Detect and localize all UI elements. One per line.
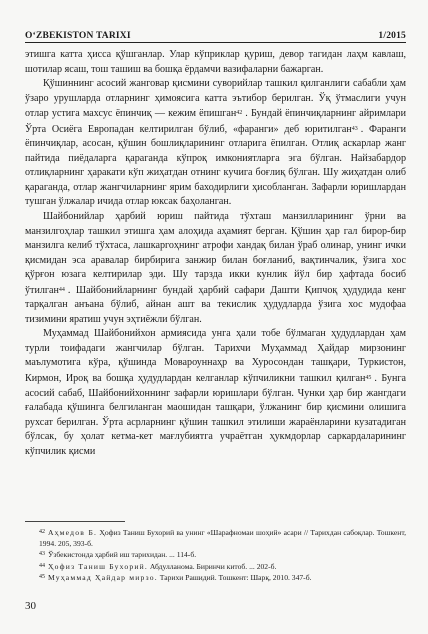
paragraph-1: этишга катта ҳисса қўшганлар. Улар кўприклар қуриш, девор тагидан лаҳм кавлаш, шотилар ясаш, тош ташиш ва бошқа ёрдамчи вазифаларни бажарган. bbox=[25, 49, 406, 75]
paragraph-4: Муҳаммад Шайбонийхон армиясида унга ҳали тобе бўлмаган ҳудудлардан ҳам турли тоифадаги жангчилар бўлган. Тарихчи Муҳаммад Ҳайдар мирзонинг маълумотига кўра, қўшинда Мовароуннаҳр ва Хуросондан ташқари, Туркистон, Кирмон, Ироқ ва бошқа ҳудудлардан келганлар кўпчиликни ташкил қилган$^{45}$ . Бунга асосий сабаб, Шайбонийхоннинг зафарли юришлари бўлган. Чунки ҳар бир жангдаги ғалабада қўшинга белгиланган маошидан ташқари, ўлжанинг бир қисмини олишига рухсат берилган. Ўрта асрларнинг қўшин ташкил этилиши жараёнларини кузатадиган бўлсак, бу ҳолат кетма-кет мағлубиятга учраётган ҳукмдорлар саркардаларининг кўпчилик қисми bbox=[25, 328, 406, 457]
article-body bbox=[25, 48, 406, 459]
footnote-divider bbox=[25, 521, 125, 522]
footnote-ref-42: 42 bbox=[236, 110, 243, 117]
paragraph-3: Шайбонийлар ҳарбий юриш пайтида тўхташ манзилларининг ўрни ва манзилгоҳлар ташкил этишга ҳам алоҳида аҳамият берган. Қўшин ҳар гал бирор-бир манзилга келиб тўхтаса, лашкаргоҳнинг атрофи хандақ билан ўраб олинар, унинг ички қисмидан эса аравалар бирбирига занжир билан боғланиб, вақтинчалик, ўзига хос қўрғон юзага келтирилар эди. Шу тарзда икки кунлик йўл бир ҳафтада босиб ўтилган$^{44}$ . Шайбонийларнинг бундай ҳарбий сафари Дашти Қипчоқ ҳудудида кенг тарқалган анъана бўлиб, айнан ашт ва текислик ҳудудларда ўзига хос мудофаа тизимини яратиш учун эҳтиёжли бўлган. bbox=[25, 211, 406, 325]
footnote-ref-45: 45 bbox=[365, 375, 372, 382]
footnote-43: $^{43}$ Ўзбекистонда ҳарбий иш тарихидан. ... 114-б. bbox=[39, 550, 197, 560]
footnote-ref-44: 44 bbox=[58, 286, 65, 293]
issue-number: 1/2015 bbox=[378, 31, 406, 41]
paragraph-2: Қўшиннинг асосий жанговар қисмини суворийлар ташкил қилганлиги сабабли ҳам ўзаро урушларда отларнинг ҳимоясига катта эътибор берилган. Ўқ ўтмаслиги учун отлар устига махсус ёпинчиқ — кежим ёпишган$^{42}$ . Бундай ёпинчиқларнинг айримлари Ўрта Осиёга Европадан келтирилган бўлиб, «фаранги» деб юритилган$^{43}$ . Фаранги ёпинчиқлар, асосан, қўшин бошлиқларининг отларига ёпилган. Отлиқ аскарлар жанг пайтида пиёдаларга қараганда кўпроқ имкониятларга эга бўлган. Найзабардор отлиқларнинг ҳаракати кўп жиҳатдан отнинг кучига боғлиқ бўлган. Шу жиҳатдан олиб қараганда, отлар жангчиларнинг ярим баходирлиги ҳисобланган. Зафарли юришлардан тушган ўлжалар ичида отлар юксак баҳоланган. bbox=[25, 78, 406, 208]
journal-title: O‘ZBEKISTON TARIXI bbox=[25, 31, 131, 41]
footnote-42: $^{42}$ Аҳмедов Б. Ҳофиз Таниш Бухорий ва унинг «Шарафномаи шоҳий» асари // Тарихдан сабоқлар. Тошкент, 1994. 205, 393-б. bbox=[39, 528, 406, 549]
footnote-44: $^{44}$ Ҳофиз Таниш Бухорий. Абдулланома. Биринчи китоб. ... 202-б. bbox=[39, 561, 277, 571]
running-header bbox=[25, 27, 406, 43]
page-number: 30 bbox=[25, 600, 36, 612]
footnotes bbox=[25, 527, 406, 583]
footnote-ref-43: 43 bbox=[351, 125, 358, 132]
footnote-45: $^{45}$ Муҳаммад Ҳайдар мирзо. Тарихи Рашидий. Тошкент: Шарқ, 2010. 347-б. bbox=[39, 572, 312, 582]
